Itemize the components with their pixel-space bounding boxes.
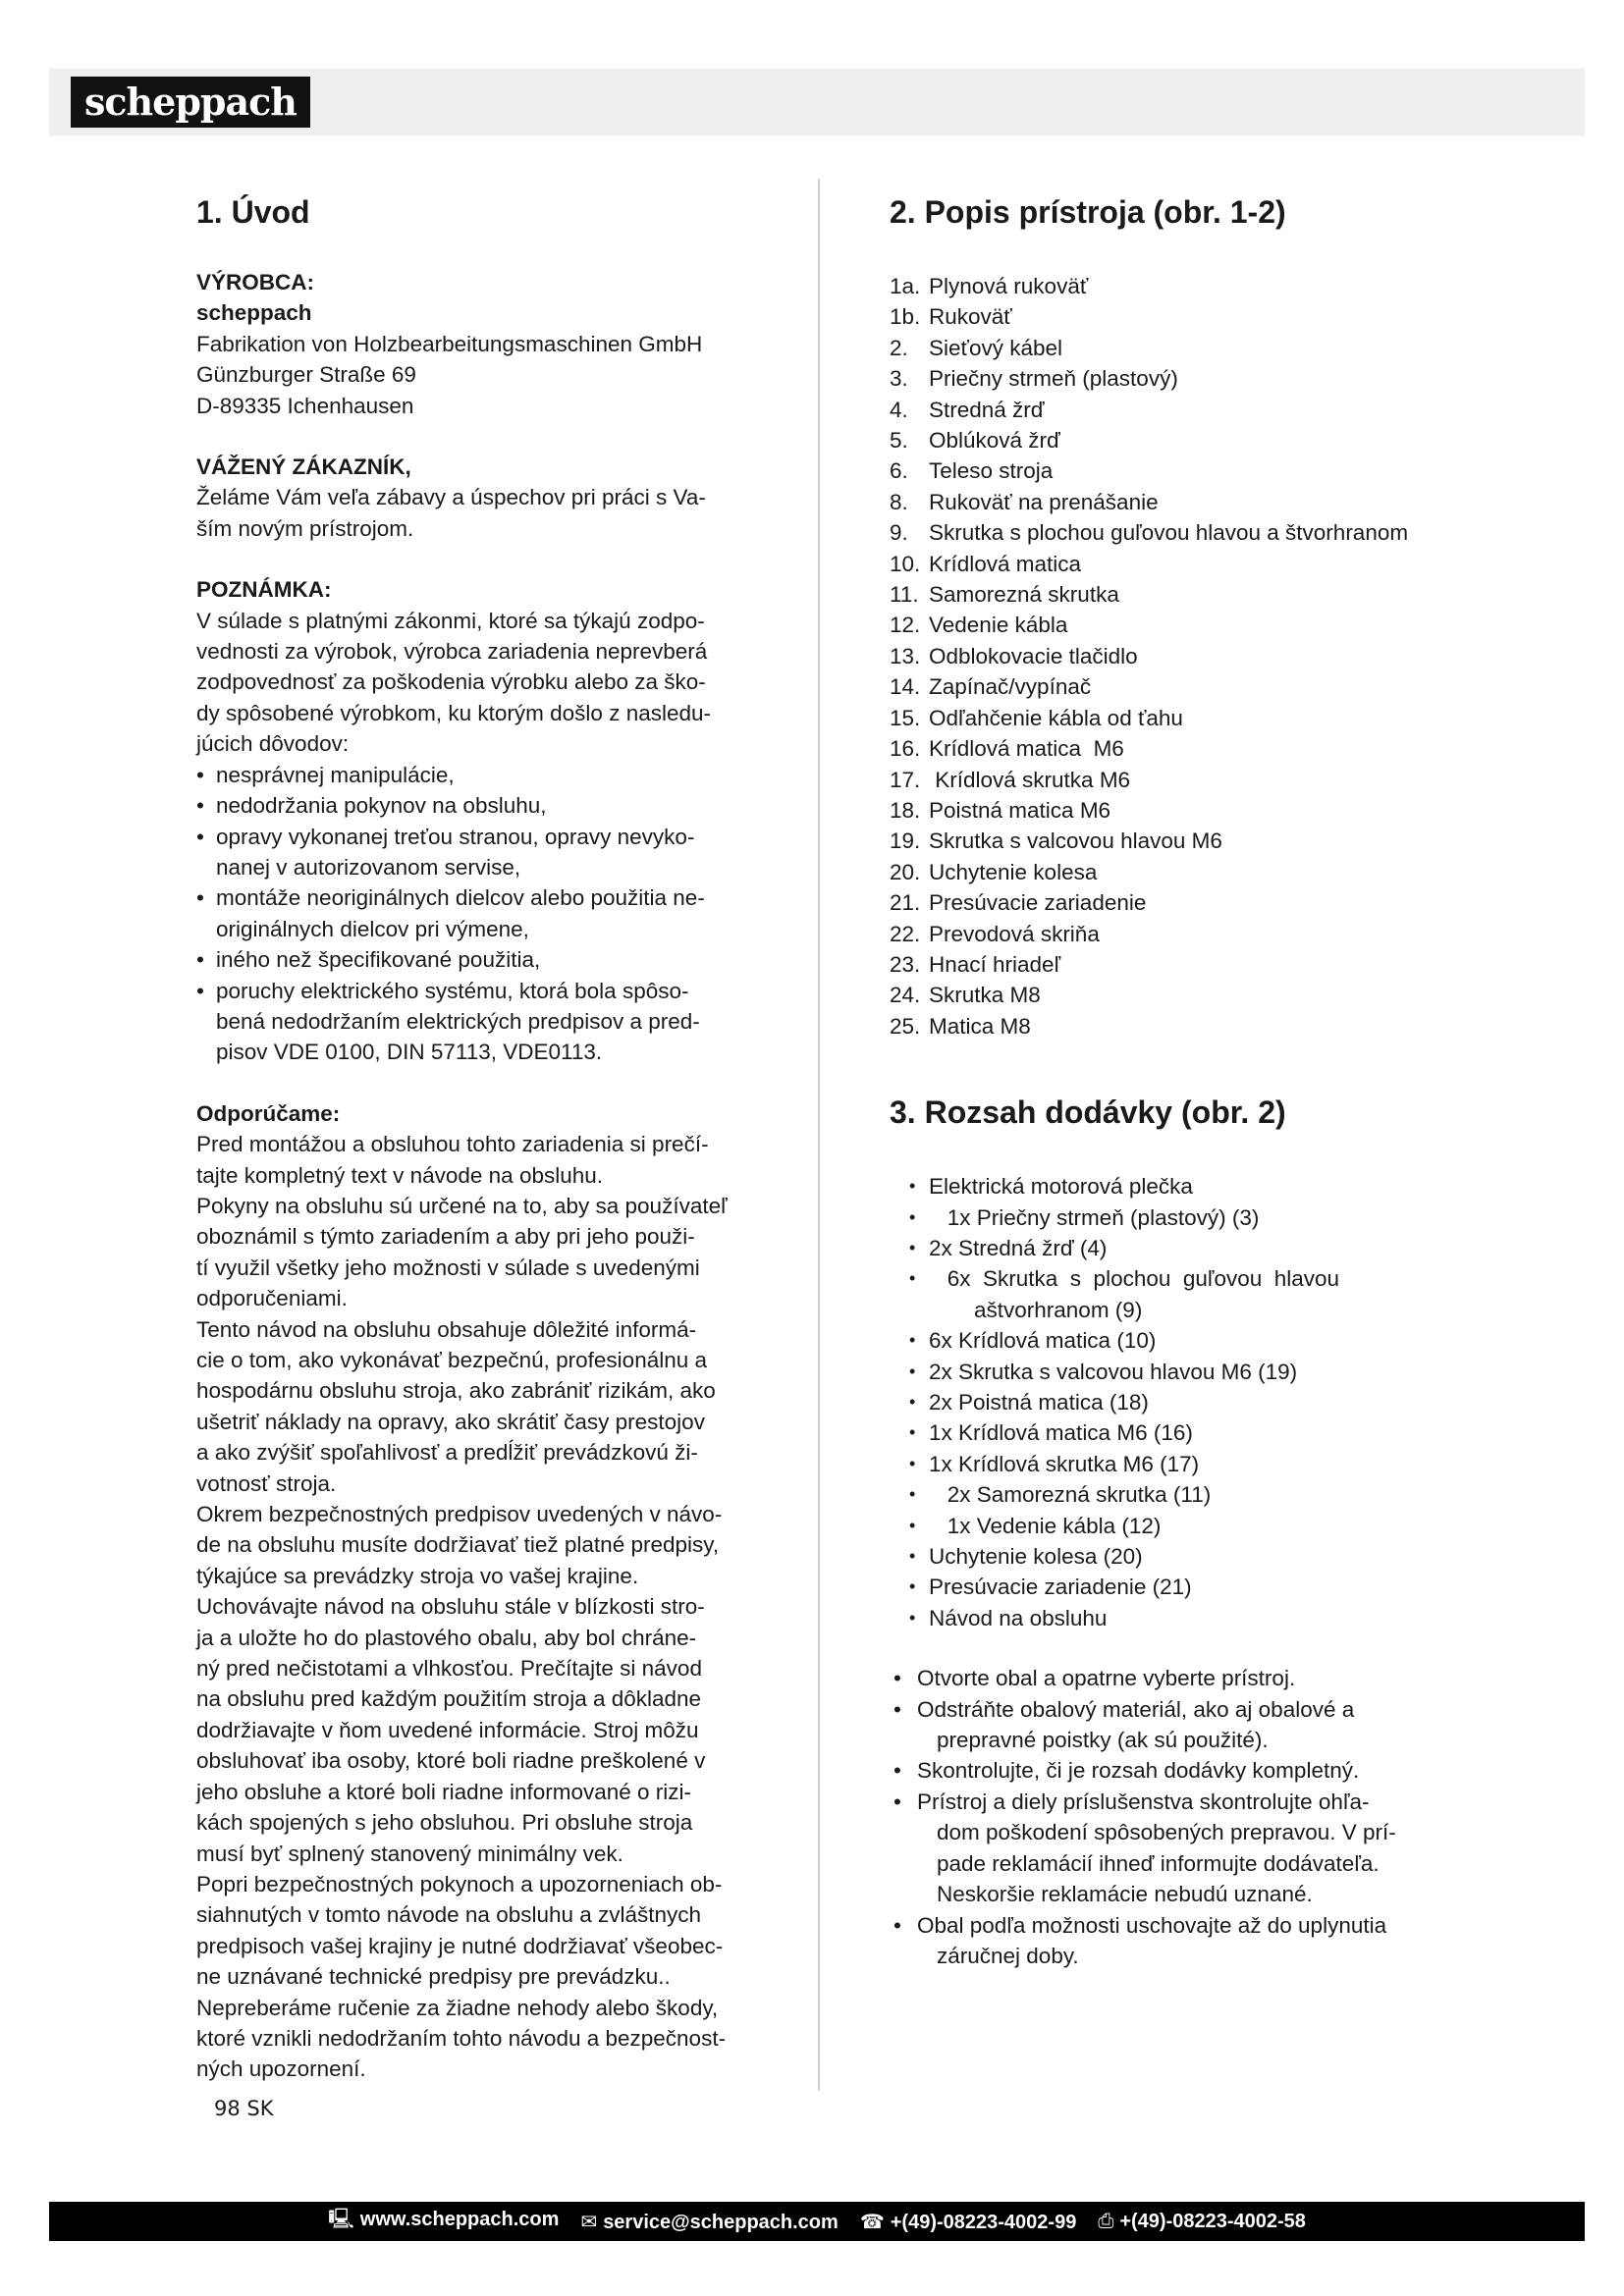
part-item	[890, 271, 1447, 301]
step-item	[890, 1663, 1447, 1693]
customer-label: VÁŽENÝ ZÁKAZNÍK,	[196, 454, 411, 480]
text-line: dodržiavajte v ňom uvedené informácie. Stroj môžu	[196, 1717, 699, 1742]
part-item	[890, 425, 1447, 455]
text-line: záručnej doby.	[937, 1943, 1079, 1968]
part-item	[890, 980, 1447, 1010]
part-label: Rukoväť na prenášanie	[929, 489, 1159, 514]
part-label: Teleso stroja	[929, 458, 1054, 484]
list-item	[196, 822, 756, 883]
text-line: siahnutých v tomto návode na obsluhu a zvláštnych	[196, 1902, 702, 1928]
part-number: 1b.	[890, 304, 921, 330]
part-number: 16.	[890, 736, 921, 762]
part-item	[890, 703, 1447, 733]
mail-icon: ✉	[580, 2211, 598, 2233]
part-number: 19.	[890, 828, 921, 854]
text-line: oboznámil s týmto zariadením a aby pri jeho použi-	[196, 1224, 695, 1250]
step-item	[890, 1910, 1447, 1972]
text-line: • Obal podľa možnosti uschovajte až do uplynutia	[917, 1912, 1387, 1938]
text-line: ne uznávané technické predpisy pre prevádzku..	[196, 1964, 671, 1990]
part-item	[890, 671, 1447, 702]
text-line: dom poškodení spôsobených prepravou. V prí-	[937, 1820, 1396, 1845]
list-item	[196, 882, 756, 944]
text-line: • Presúvacie zariadenie (21)	[929, 1575, 1192, 1600]
section-title-intro: 1. Úvod	[196, 194, 310, 230]
right-column	[890, 187, 1447, 1971]
text-line: • 1x Priečny strmeň (plastový) (3)	[929, 1204, 1260, 1230]
part-number: 17.	[890, 767, 921, 792]
part-item	[890, 826, 1447, 856]
part-label: Samorezná skrutka	[929, 582, 1119, 608]
parts-list	[890, 271, 1447, 1041]
text-line: • 1x Vedenie kábla (12)	[929, 1513, 1162, 1538]
scope-item	[890, 1202, 1447, 1233]
text-line: odporučeniami.	[196, 1286, 348, 1311]
text-line: Pokyny na obsluhu sú určené na to, aby sa používateľ	[196, 1193, 728, 1218]
fax-icon: ⎙	[1098, 2210, 1114, 2232]
part-number: 1a.	[890, 274, 921, 298]
text-line: Neskoršie reklamácie nebudú uznané.	[937, 1882, 1313, 1907]
part-label: Matica M8	[929, 1013, 1031, 1039]
part-label: Presúvacie zariadenie	[929, 890, 1147, 916]
text-line: ja a uložte ho do plastového obalu, aby bol chráne-	[196, 1625, 697, 1650]
part-item	[890, 765, 1447, 795]
part-label: Krídlová matica M6	[929, 736, 1124, 762]
text-line: • Návod na obsluhu	[929, 1605, 1108, 1630]
part-item	[890, 949, 1447, 980]
text-line: dy spôsobené výrobkom, ku ktorým došlo z nasledu-	[196, 700, 712, 725]
text-line: • poruchy elektrického systému, ktorá bola spôso-	[216, 978, 689, 1003]
scope-item	[890, 1263, 1447, 1325]
part-label: Odľahčenie kábla od ťahu	[929, 705, 1183, 730]
part-item	[890, 517, 1447, 548]
list-item	[196, 790, 756, 821]
text-line: cie o tom, ako vykonávať bezpečnú, profesionálnu a	[196, 1348, 708, 1372]
step-item	[890, 1787, 1447, 1910]
part-number: 13.	[890, 643, 921, 668]
part-number: 11.	[890, 582, 919, 608]
text-line: • montáže neoriginálnych dielcov alebo použitia ne-	[216, 885, 705, 911]
fax-text: +(49)-08223-4002-58	[1119, 2210, 1306, 2232]
text-line: zodpovednosť za poškodenia výrobku alebo za ško-	[196, 669, 706, 695]
manufacturer-label: VÝROBCA:	[196, 270, 315, 294]
scope-item	[890, 1541, 1447, 1572]
text-line: • 2x Stredná žrď (4)	[929, 1235, 1108, 1260]
note-text	[196, 606, 756, 760]
part-item	[890, 395, 1447, 425]
part-label: Plynová rukoväť	[929, 274, 1089, 298]
note-label: POZNÁMKA:	[196, 577, 332, 603]
footer-phone	[860, 2210, 1077, 2234]
text-line: Pred montážou a obsluhou tohto zariadenia si prečí-	[196, 1132, 709, 1157]
text-line: • opravy vykonanej treťou stranou, opravy nevyko-	[216, 824, 695, 849]
part-label: Skrutka s plochou guľovou hlavou a štvorhranom	[929, 520, 1409, 546]
address-line: D-89335 Ichenhausen	[196, 393, 414, 418]
address-line: Günzburger Straße 69	[196, 362, 416, 388]
part-number: 25.	[890, 1013, 921, 1039]
part-number: 6.	[890, 458, 908, 484]
part-label: Krídlová matica	[929, 551, 1082, 576]
text-line: • 1x Krídlová skrutka M6 (17)	[929, 1451, 1200, 1476]
text-line: • Elektrická motorová plečka	[929, 1174, 1193, 1200]
part-item	[890, 919, 1447, 949]
part-number: 12.	[890, 613, 921, 638]
text-line: • 2x Skrutka s valcovou hlavou M6 (19)	[929, 1359, 1298, 1384]
scope-item	[890, 1479, 1447, 1510]
text-line: a ako zvýšiť spoľahlivosť a predĺžiť prevádzkovú ži-	[196, 1440, 698, 1466]
text-line: ných upozornení.	[196, 2056, 366, 2082]
step-item	[890, 1694, 1447, 1756]
scope-item	[890, 1171, 1447, 1201]
section-title-scope: 3. Rozsah dodávky (obr. 2)	[890, 1095, 1286, 1131]
text-line: • nesprávnej manipulácie,	[216, 762, 455, 787]
manufacturer-name: scheppach	[196, 300, 312, 326]
step-item	[890, 1755, 1447, 1786]
part-label: Skrutka M8	[929, 983, 1041, 1008]
part-number: 2.	[890, 335, 908, 360]
footer-website[interactable]	[328, 2205, 559, 2238]
part-label: Odblokovacie tlačidlo	[929, 643, 1138, 668]
text-line: na obsluhu pred každým použitím stroja a dôkladne	[196, 1686, 702, 1712]
part-number: 4.	[890, 397, 908, 422]
text-line: ný pred nečistotami a vlhkosťou. Prečítajte si návod	[196, 1656, 702, 1682]
part-number: 21.	[890, 890, 921, 916]
part-label: Skrutka s valcovou hlavou M6	[929, 828, 1222, 854]
text-line: • 6x Krídlová matica (10)	[929, 1328, 1157, 1354]
part-item	[890, 301, 1447, 332]
scope-item	[890, 1572, 1447, 1602]
recommend-label: Odporúčame:	[196, 1100, 341, 1126]
part-number: 5.	[890, 428, 908, 454]
part-item	[890, 733, 1447, 764]
text-line: Želáme Vám veľa zábavy a úspechov pri práci s Va-	[196, 485, 706, 510]
recommend-text	[196, 1129, 756, 2085]
text-line: Popri bezpečnostných pokynoch a upozorneniach ob-	[196, 1871, 723, 1896]
text-line: Nepreberáme ručenie za žiadne nehody alebo škody,	[196, 1995, 719, 2020]
part-label: Uchytenie kolesa	[929, 859, 1098, 884]
manufacturer-address	[196, 329, 756, 421]
text-line: ším novým prístrojom.	[196, 515, 414, 541]
part-label: Krídlová skrutka M6	[929, 767, 1131, 792]
part-number: 14.	[890, 674, 921, 700]
text-line: bená nedodržaním elektrických predpisov a pred-	[216, 1008, 700, 1034]
scheppach-logo: scheppach	[71, 77, 310, 128]
part-label: Hnací hriadeľ	[929, 951, 1061, 977]
part-item	[890, 1011, 1447, 1041]
text-line: • 1x Krídlová matica M6 (16)	[929, 1420, 1193, 1446]
text-line: pade reklamácií ihneď informujte dodávateľa.	[937, 1850, 1380, 1876]
note-bullet-list	[196, 760, 756, 1068]
header-bar	[49, 69, 1585, 135]
part-number: 23.	[890, 951, 921, 977]
phone-icon: ☎	[859, 2211, 885, 2233]
text-line: Tento návod na obsluhu obsahuje dôležité informá-	[196, 1316, 697, 1342]
text-line: • Odstráňte obalový materiál, ako aj obalové a	[917, 1696, 1355, 1722]
footer-bar	[49, 2202, 1585, 2241]
section-title-description: 2. Popis prístroja (obr. 1-2)	[890, 194, 1286, 230]
scope-list	[890, 1171, 1447, 1633]
monitor-icon: 🖳	[328, 2209, 354, 2230]
text-line: júcich dôvodov:	[196, 731, 350, 757]
part-item	[890, 641, 1447, 671]
text-line: • Otvorte obal a opatrne vyberte prístroj.	[917, 1666, 1296, 1691]
part-label: Oblúková žrď	[929, 428, 1060, 454]
text-line: aštvorhranom (9)	[974, 1297, 1143, 1322]
part-label: Priečny strmeň (plastový)	[929, 366, 1178, 392]
part-label: Sieťový kábel	[929, 335, 1063, 360]
text-line: obsluhovať iba osoby, ktoré boli riadne preškolené v	[196, 1748, 706, 1774]
scope-item	[890, 1417, 1447, 1448]
text-line: de na obsluhu musíte dodržiavať tiež platné predpisy,	[196, 1532, 720, 1558]
email-text: service@scheppach.com	[603, 2211, 839, 2233]
part-number: 3.	[890, 366, 908, 392]
list-item	[196, 944, 756, 975]
text-line: jeho obsluhe a ktoré boli riadne informované o rizi-	[196, 1779, 692, 1804]
text-line: hospodárnu obsluhu stroja, ako zabrániť rizikám, ako	[196, 1378, 716, 1404]
text-line: pisov VDE 0100, DIN 57113, VDE0113.	[216, 1040, 603, 1065]
part-label: Stredná žrď	[929, 397, 1045, 422]
customer-text	[196, 482, 756, 544]
text-line: • Prístroj a diely príslušenstva skontrolujte ohľa-	[917, 1789, 1370, 1814]
part-label: Vedenie kábla	[929, 613, 1068, 638]
part-number: 15.	[890, 705, 921, 730]
text-line: • iného než špecifikované použitia,	[216, 947, 541, 973]
text-line: • 2x Poistná matica (18)	[929, 1390, 1149, 1415]
part-item	[890, 579, 1447, 610]
text-line: tí využil všetky jeho možnosti v súlade s uvedenými	[196, 1255, 700, 1280]
scope-item	[890, 1325, 1447, 1356]
text-line: originálnych dielcov pri výmene,	[216, 916, 529, 941]
part-item	[890, 487, 1447, 517]
text-line: • 2x Samorezná skrutka (11)	[929, 1482, 1212, 1508]
part-item	[890, 549, 1447, 579]
text-line: V súlade s platnými zákonmi, ktoré sa týkajú zodpo-	[196, 608, 705, 633]
scope-item	[890, 1449, 1447, 1479]
scope-item	[890, 1233, 1447, 1263]
column-divider	[818, 179, 820, 2091]
text-line: tajte kompletný text v návode na obsluhu.	[196, 1162, 604, 1188]
scope-item	[890, 1511, 1447, 1541]
text-line: Uchovávajte návod na obsluhu stále v blízkosti stro-	[196, 1594, 705, 1620]
part-label: Poistná matica M6	[929, 797, 1111, 823]
part-item	[890, 857, 1447, 887]
website-text: www.scheppach.com	[359, 2209, 560, 2230]
part-number: 18.	[890, 797, 921, 823]
part-item	[890, 887, 1447, 918]
scope-item	[890, 1357, 1447, 1387]
part-number: 9.	[890, 520, 908, 546]
left-column	[196, 187, 756, 2085]
text-line: ktoré vznikli nedodržaním tohto návodu a bezpečnost-	[196, 2025, 727, 2051]
text-line: ušetriť náklady na opravy, ako skrátiť časy prestojov	[196, 1409, 705, 1434]
part-label: Rukoväť	[929, 304, 1012, 330]
text-line: • Skontrolujte, či je rozsah dodávky kompletný.	[917, 1758, 1360, 1784]
footer-email[interactable]	[580, 2210, 838, 2234]
footer-fax	[1098, 2211, 1306, 2233]
part-number: 10.	[890, 551, 921, 576]
scope-item	[890, 1387, 1447, 1417]
text-line: prepravné poistky (ak sú použité).	[937, 1728, 1269, 1753]
phone-text: +(49)-08223-4002-99	[890, 2211, 1077, 2233]
page-number: 98 SK	[214, 2097, 274, 2120]
part-label: Prevodová skriňa	[929, 921, 1100, 946]
part-number: 24.	[890, 983, 921, 1008]
text-line: • nedodržania pokynov na obsluhu,	[216, 793, 547, 819]
part-number: 8.	[890, 489, 908, 514]
address-line: Fabrikation von Holzbearbeitungsmaschinen GmbH	[196, 331, 703, 356]
text-line: týkajúce sa prevádzky stroja vo vašej krajine.	[196, 1563, 639, 1588]
list-item	[196, 760, 756, 790]
text-line: musí byť splnený stanovený minimálny vek.	[196, 1841, 623, 1866]
text-line: vednosti za výrobok, výrobca zariadenia neprevberá	[196, 639, 708, 665]
text-line: nanej v autorizovanom servise,	[216, 854, 521, 880]
text-line: • 6x Skrutka s plochou guľovou hlavou	[929, 1266, 1340, 1292]
part-item	[890, 795, 1447, 826]
part-label: Zapínač/vypínač	[929, 674, 1092, 700]
part-item	[890, 610, 1447, 640]
text-line: votnosť stroja.	[196, 1470, 337, 1496]
list-item	[196, 976, 756, 1068]
part-number: 22.	[890, 921, 921, 946]
text-line: predpisoch vašej krajiny je nutné dodržiavať všeobec-	[196, 1933, 724, 1958]
text-line: Okrem bezpečnostných predpisov uvedených v návo-	[196, 1502, 723, 1527]
part-number: 20.	[890, 859, 921, 884]
text-line: kách spojených s jeho obsluhou. Pri obsluhe stroja	[196, 1810, 693, 1836]
part-item	[890, 455, 1447, 486]
text-line: • Uchytenie kolesa (20)	[929, 1544, 1143, 1570]
part-item	[890, 333, 1447, 363]
part-item	[890, 363, 1447, 394]
unpacking-steps-list	[890, 1663, 1447, 1971]
scope-item	[890, 1603, 1447, 1633]
